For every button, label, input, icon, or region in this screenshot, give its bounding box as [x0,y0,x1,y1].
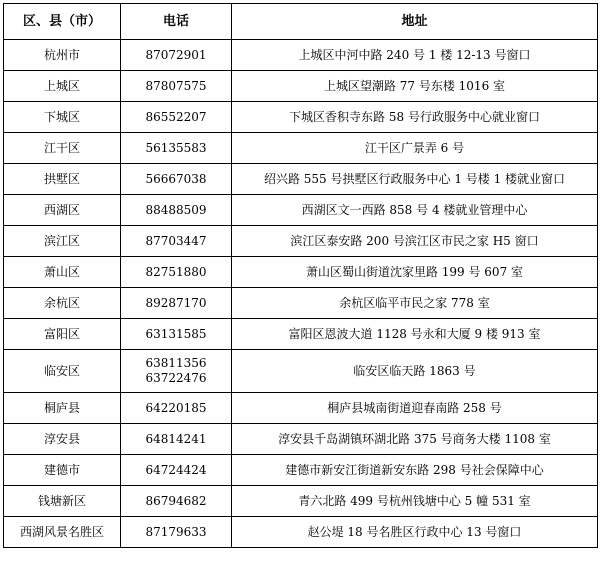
phone-cell [121,486,232,517]
address-cell: 绍兴路 555 号拱墅区行政服务中心 1 号楼 1 楼就业窗口 [232,164,598,195]
phone-cell [121,40,232,71]
table-row [4,40,598,71]
district-cell: 桐庐县 [4,393,121,424]
table-row [4,517,598,548]
address-cell: 建德市新安江街道新安东路 298 号社会保障中心 [232,455,598,486]
address-cell: 桐庐县城南街道迎春南路 258 号 [232,393,598,424]
address-cell: 江干区广景弄 6 号 [232,133,598,164]
phone-cell [121,195,232,226]
phone-number: 63722476 [145,371,207,385]
phone-number: 86552207 [145,109,207,124]
district-cell: 淳安县 [4,424,121,455]
address-cell: 临安区临天路 1863 号 [232,350,598,393]
district-cell: 江干区 [4,133,121,164]
phone-cell [121,319,232,350]
phone-number: 87179633 [145,524,207,539]
phone-number: 64814241 [145,431,207,446]
address-cell: 上城区望潮路 77 号东楼 1016 室 [232,71,598,102]
header-district: 区、县（市） [4,4,121,40]
table-row [4,133,598,164]
phone-number: 64724424 [145,462,207,477]
phone-number: 86794682 [145,493,207,508]
table-row [4,71,598,102]
table-row [4,319,598,350]
table-row [4,226,598,257]
table-row [4,288,598,319]
address-cell: 上城区中河中路 240 号 1 楼 12-13 号窗口 [232,40,598,71]
table-row [4,102,598,133]
phone-cell [121,455,232,486]
phone-number: 56667038 [145,171,207,186]
district-cell: 临安区 [4,350,121,393]
district-cell: 西湖区 [4,195,121,226]
phone-cell [121,102,232,133]
address-cell: 余杭区临平市民之家 778 室 [232,288,598,319]
phone-cell [121,424,232,455]
district-cell: 富阳区 [4,319,121,350]
table-row [4,424,598,455]
district-cell: 下城区 [4,102,121,133]
address-cell: 富阳区恩波大道 1128 号永和大厦 9 楼 913 室 [232,319,598,350]
header-address: 地址 [232,4,598,40]
phone-cell [121,350,232,393]
phone-number: 87703447 [145,233,207,248]
phone-cell [121,393,232,424]
table-row [4,350,598,393]
phone-number: 89287170 [145,295,207,310]
table-row [4,164,598,195]
address-cell: 青六北路 499 号杭州钱塘中心 5 幢 531 室 [232,486,598,517]
phone-number: 56135583 [145,140,207,155]
district-cell: 滨江区 [4,226,121,257]
phone-number: 87807575 [145,78,207,93]
table-row [4,486,598,517]
phone-number: 64220185 [145,400,207,415]
address-cell: 萧山区蜀山街道沈家里路 199 号 607 室 [232,257,598,288]
header-row [4,4,598,40]
table-row [4,455,598,486]
phone-number: 63131585 [145,326,207,341]
district-cell: 余杭区 [4,288,121,319]
phone-cell [121,133,232,164]
district-cell: 拱墅区 [4,164,121,195]
table-row [4,195,598,226]
phone-cell [121,288,232,319]
district-cell: 萧山区 [4,257,121,288]
phone-number: 82751880 [145,264,207,279]
address-cell: 西湖区文一西路 858 号 4 楼就业管理中心 [232,195,598,226]
phone-cell [121,164,232,195]
phone-number: 87072901 [145,47,207,62]
district-cell: 建德市 [4,455,121,486]
address-cell: 淳安县千岛湖镇环湖北路 375 号商务大楼 1108 室 [232,424,598,455]
district-cell: 西湖风景名胜区 [4,517,121,548]
address-cell: 下城区香积寺东路 58 号行政服务中心就业窗口 [232,102,598,133]
phone-cell [121,257,232,288]
district-cell: 上城区 [4,71,121,102]
district-cell: 杭州市 [4,40,121,71]
table-row [4,257,598,288]
phone-number: 63811356 [145,356,207,370]
district-cell: 钱塘新区 [4,486,121,517]
table-row [4,393,598,424]
table-body [4,40,598,548]
phone-cell [121,226,232,257]
contact-table [3,3,598,548]
address-cell: 滨江区泰安路 200 号滨江区市民之家 H5 窗口 [232,226,598,257]
address-cell: 赵公堤 18 号名胜区行政中心 13 号窗口 [232,517,598,548]
phone-cell [121,71,232,102]
phone-number: 88488509 [145,202,207,217]
header-phone: 电话 [121,4,232,40]
phone-cell [121,517,232,548]
